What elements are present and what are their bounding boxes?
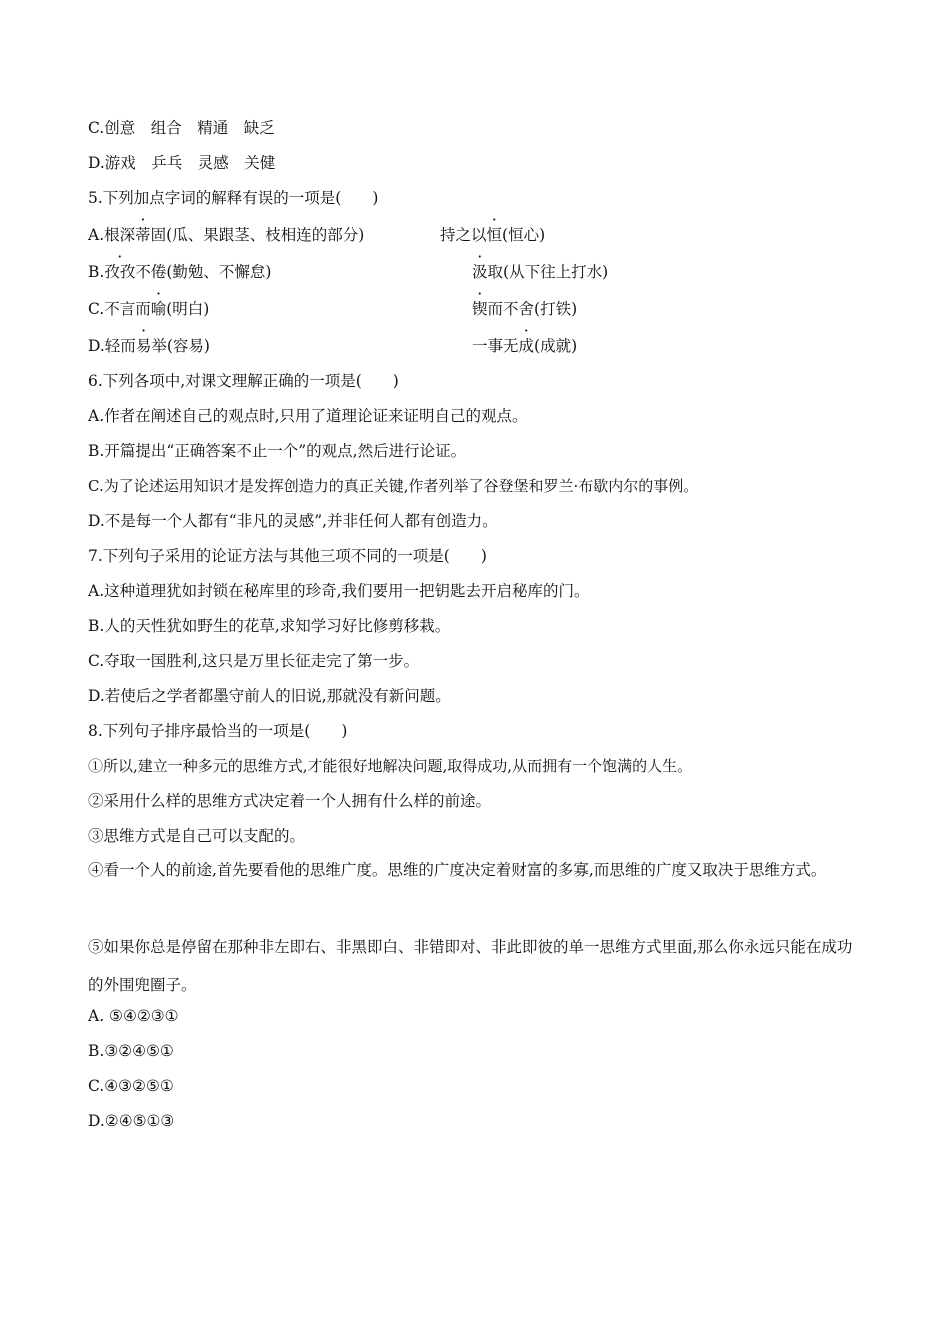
- q7-option-a: A.这种道理犹如封锁在秘库里的珍奇,我们要用一把钥匙去开启秘库的门。: [88, 582, 590, 600]
- q7-option-c: C.夺取一国胜利,这只是万里长征走完了第一步。: [88, 652, 420, 670]
- q8-sentence-5: ⑤如果你总是停留在那种非左即右、非黑即白、非错即对、非此即彼的单一思维方式里面,那么你永远只能在成功的外围兜圈子。: [88, 938, 853, 994]
- q4-option-c: C.创意 组合 精通 缺乏: [88, 119, 275, 137]
- q8-option-a: A. ⑤④②③①: [88, 1007, 179, 1025]
- q5-row-d: [88, 336, 577, 356]
- q5-option-a-left: A.根深蒂固(瓜、果跟茎、枝相连的部分): [88, 226, 365, 244]
- q5-option-b-left: B.孜孜不倦(勤勉、不懈怠): [88, 263, 272, 281]
- q5-option-d-right: 一事无成(成就): [472, 337, 578, 355]
- q8-option-b: B.③②④⑤①: [88, 1042, 174, 1060]
- q6-option-b: B.开篇提出“正确答案不止一个”的观点,然后进行论证。: [88, 442, 467, 460]
- q5-row-a: [88, 225, 545, 245]
- q8-sentence-2: ②采用什么样的思维方式决定着一个人拥有什么样的前途。: [88, 792, 492, 810]
- q7-stem: 7.下列句子采用的论证方法与其他三项不同的一项是( ): [88, 547, 487, 565]
- q5-option-a-right: 持之以恒(恒心): [440, 226, 546, 244]
- q8-option-d: D.②④⑤①③: [88, 1112, 175, 1130]
- q5-stem: 5.下列加点字词的解释有误的一项是( ): [88, 189, 379, 207]
- q8-sentence-4: ④看一个人的前途,首先要看他的思维广度。思维的广度决定着财富的多寡,而思维的广度又取决于思维方式。: [88, 861, 827, 879]
- q5-row-b: [88, 262, 608, 282]
- q7-option-b: B.人的天性犹如野生的花草,求知学习好比修剪移栽。: [88, 617, 451, 635]
- q5-option-b-right: 汲取(从下往上打水): [472, 263, 609, 281]
- q5-option-c-left: C.不言而喻(明白): [88, 300, 210, 318]
- q5-option-c-right: 锲而不舍(打铁): [472, 300, 578, 318]
- q7-option-d: D.若使后之学者都墨守前人的旧说,那就没有新问题。: [88, 687, 451, 705]
- q8-option-c: C.④③②⑤①: [88, 1077, 174, 1095]
- q6-stem: 6.下列各项中,对课文理解正确的一项是( ): [88, 372, 399, 390]
- q5-option-d-left: D.轻而易举(容易): [88, 337, 210, 355]
- q8-stem: 8.下列句子排序最恰当的一项是( ): [88, 722, 348, 740]
- q8-sentence-1: ①所以,建立一种多元的思维方式,才能很好地解决问题,取得成功,从而拥有一个饱满的人生。: [88, 757, 693, 775]
- q4-option-d: D.游戏 乒乓 灵感 关健: [88, 154, 276, 172]
- q6-option-a: A.作者在阐述自己的观点时,只用了道理论证来证明自己的观点。: [88, 407, 528, 425]
- q5-row-c: [88, 299, 577, 319]
- q6-option-c: C.为了论述运用知识才是发挥创造力的真正关键,作者列举了谷登堡和罗兰·布歇内尔的事例。: [88, 477, 699, 495]
- q8-sentence-3: ③思维方式是自己可以支配的。: [88, 827, 306, 845]
- q6-option-d: D.不是每一个人都有“非凡的灵感”,并非任何人都有创造力。: [88, 512, 498, 530]
